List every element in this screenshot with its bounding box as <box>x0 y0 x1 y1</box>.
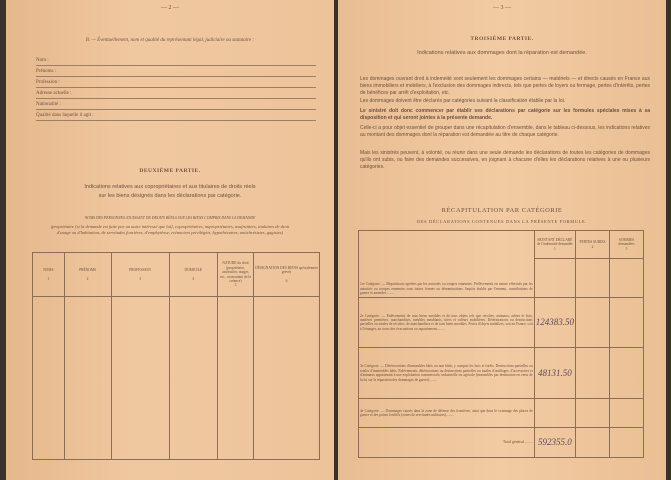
amount-cat-2: 124383.50 <box>534 297 575 348</box>
field-prenoms: Prénoms : <box>36 67 316 77</box>
table-row <box>33 297 320 460</box>
field-nom: Nom : <box>36 56 316 66</box>
right-page <box>338 0 666 480</box>
paragraph: Les dommages doivent être déclarés par catégories suivant la classification établie par la loi. <box>360 98 566 104</box>
section-b-heading: B. — Éventuellement, nom et qualité du représentant légal, judiciaire ou statutaire : <box>85 38 255 43</box>
field-nationalite: Nationalité : <box>36 100 316 110</box>
col-header: SOMMES demandées 3 <box>610 231 644 259</box>
col-header: PERTES SUBIES 2 <box>576 231 610 259</box>
paragraph: Le sinistré doit donc commencer par établir ses déclarations par catégorie sur les formules spéciales mises à sa disposition et qui seront jointes à la présente demande. <box>360 108 650 121</box>
part-subtitle: Indications relatives aux dommages dont la réparation est demandée. <box>417 50 587 56</box>
category-row-1: 1re Catégorie. — Réquisitions opérées par les autorités ou troupes ennemies. Prélèvements en nature effectués par les autorités ou troupes ennemies sous toutes formes ou dénominations. Impôts établis par l'ennemi, contributions de guerre et amendes......... <box>359 259 644 298</box>
col-header: DÉSIGNATION DES BIENS spécialement grevés 6 <box>254 253 320 297</box>
part-subtitle-1: Indications relatives aux copropriétaires et aux titulaires de droits réels <box>84 184 256 190</box>
recap-title: RÉCAPITULATION PAR CATÉGORIE <box>441 207 563 214</box>
total-amount: 592355.0 <box>534 428 575 458</box>
coproprietaires-table <box>32 252 320 460</box>
table-note: (propriétaire [si la demande est faite par un autre intéressé que lui], copropriétaires, nupropriétaires, usufruitiers, titulaires de droit d'usage ou d'habitation, de servitudes foncières, d'emphytéose, créanciers privilégiés, hypothécaires, antichrésistes, gagistes) <box>50 224 290 235</box>
left-page <box>6 0 334 480</box>
total-row <box>359 428 644 458</box>
col-header: DOMICILE 4 <box>169 253 218 297</box>
part-title: TROISIÈME PARTIE. <box>470 36 534 42</box>
table-title: NOMS DES PERSONNES JOUISSANT DE DROITS RÉELS SUR LES BIENS COMPRIS DANS LA DEMANDE <box>84 216 256 220</box>
amount-cat-3: 48131.50 <box>534 348 575 399</box>
total-label: Total général......... <box>359 428 535 458</box>
col-header: MONTANT DÉCLARÉ de l'indemnité demandée 1 <box>534 231 575 259</box>
part-subtitle-2: sur les biens désignés dans les déclarations par catégorie. <box>98 193 242 199</box>
field-qualite: Qualité dans laquelle il agit : <box>36 111 316 121</box>
col-header: PROFESSION 3 <box>111 253 169 297</box>
recap-subtitle: DES DÉCLARATIONS CONTENUES DANS LA PRÉSENTE FORMULE. <box>416 219 588 224</box>
recap-table <box>358 230 644 458</box>
part-title: DEUXIÈME PARTIE. <box>139 168 201 174</box>
field-profession: Profession : <box>36 78 316 88</box>
category-row-4: 4e Catégorie. — Dommages causés dans la zone de défense des frontières, ainsi que dans le voisinage des places de guerre et des points fortifiés (zones de servitudes militaires)......... <box>359 398 644 427</box>
col-header: NOMS 1 <box>33 253 65 297</box>
page-number: — 2 — <box>161 5 179 11</box>
col-header: PRÉNOMS 2 <box>64 253 111 297</box>
field-adresse: Adresse actuelle : <box>36 89 316 99</box>
category-row-2: 2e Catégorie. — Enlèvements de tous biens meubles et de tous objets tels que récoltes, animaux, arbres et bois, matières premières, marchandises, meubles meublants, titres et valeurs mobilières. Détériorations ou destructions partielles ou totales de récoltes, de marchandises et de tous biens meubles. Pertes d'objets mobiliers, soit en France, soit à l'étranger, au cours des évacuations ou rapatriement......... 124383.50 <box>359 297 644 348</box>
page-number: — 3 — <box>493 5 511 11</box>
category-row-3: 3e Catégorie. — Détériorations d'immeubles bâtis ou non bâtis, y compris les bois et forêts. Destructions partielles ou totales d'immeubles bâtis. Enlèvements, détériorations ou destructions partielles ou totales d'outillages, d'accessoires et d'animaux appartenant à une exploitation commerciale, industrielle ou agricole (immeubles par destination en vertu de la loi sur la réparation des dommages de guerre)......... 48131.50 <box>359 348 644 399</box>
paragraph: Mais les sinistrés peuvent, à volonté, ou réunir dans une seule demande les déclarations de toutes les catégories de dommages qu'ils ont subis, ou faire des demandes successives, en joignant à chacune d'elles les déclarations relatives à une ou plusieurs catégories. <box>360 150 650 170</box>
paragraph: Celle-ci a pour objet essentiel de grouper dans une récapitulation d'ensemble, dans le tableau ci-dessous, les indications relatives au montant des dommages dont la réparation est demandée au titre de chaque catégorie. <box>360 125 650 138</box>
paragraph: Les dommages ouvrant droit à indemnité sont seulement les dommages certains — matériels — et directs causés en France aux biens immobiliers et mobiliers, à l'exclusion des dommages indirects, tels que pertes de loyers ou fermage, pertes d'intérêts, pertes de bénéfices par arrêt d'exploitation, etc. <box>360 76 650 96</box>
col-header: NATURE du droit (propriétaire, usufruitier, usager, etc., ou montant de la créance) 5 <box>218 253 254 297</box>
